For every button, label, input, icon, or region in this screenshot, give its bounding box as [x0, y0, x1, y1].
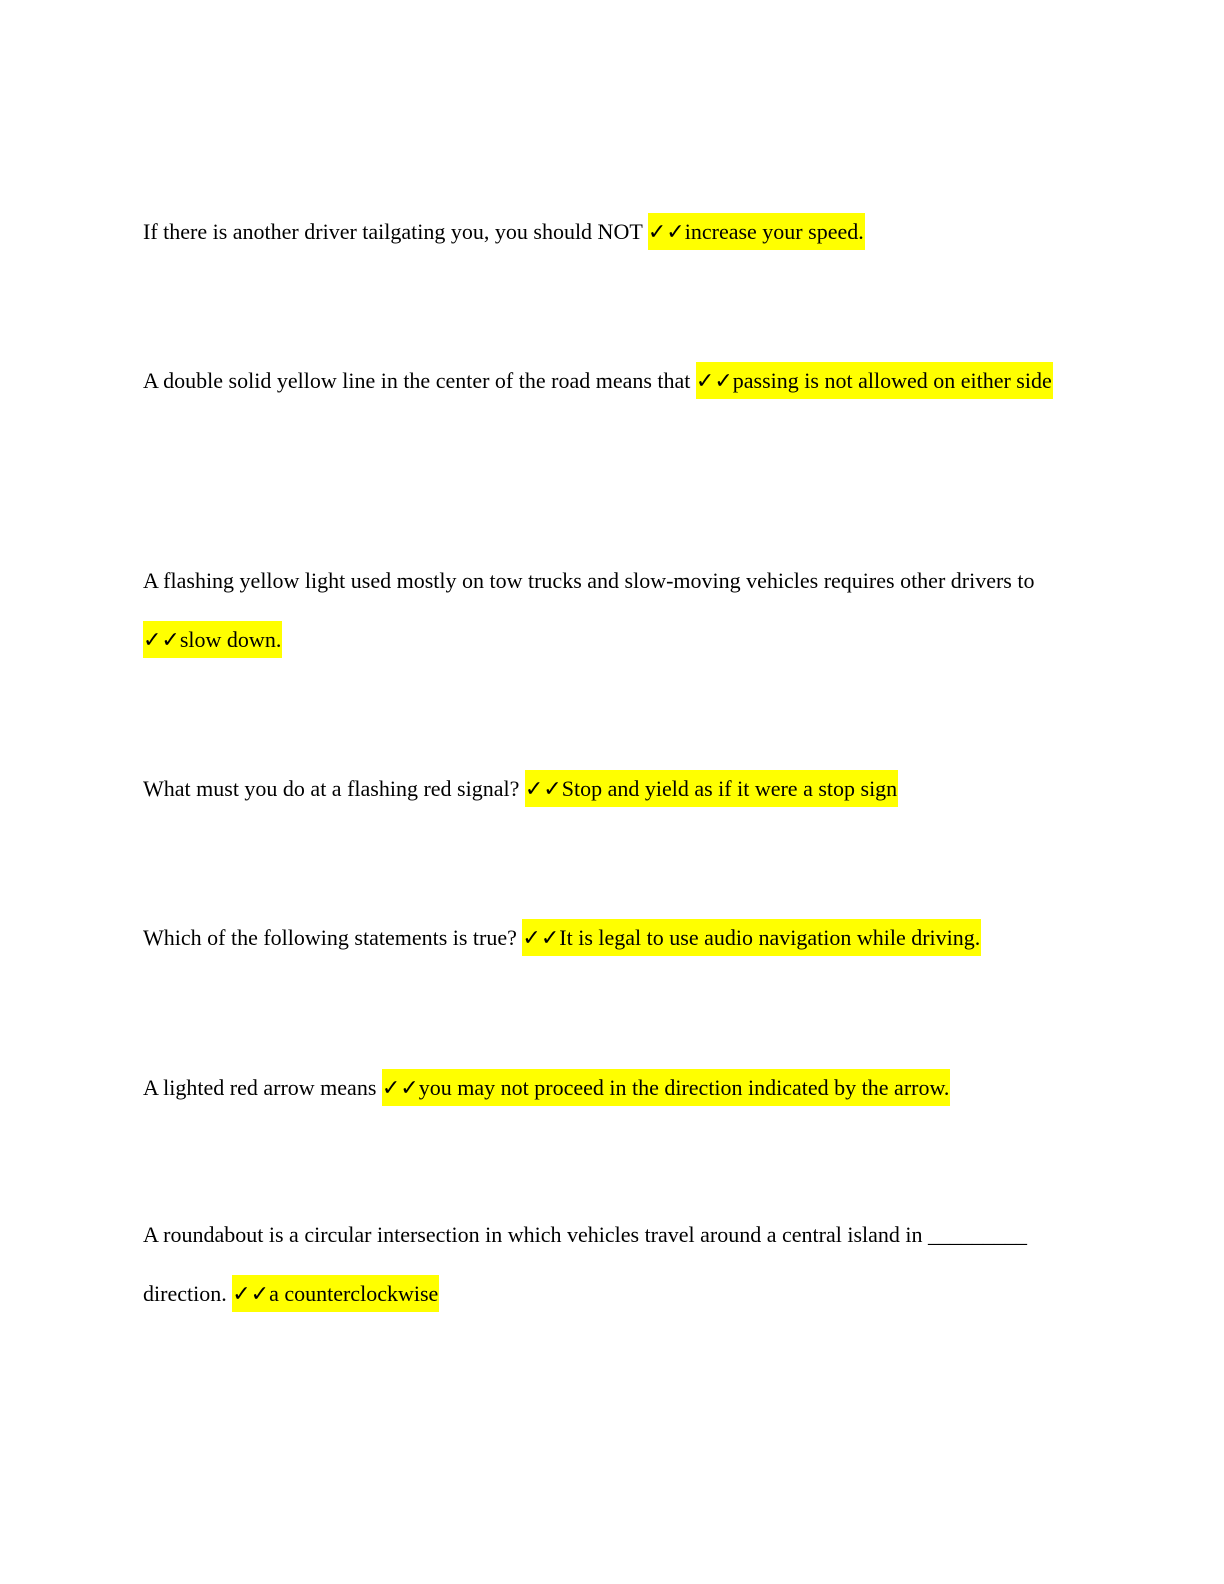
highlighted-answer — [232, 1275, 439, 1312]
double-check-icon: ✓✓ — [232, 1282, 270, 1307]
double-check-icon: ✓✓ — [381, 1076, 419, 1101]
highlighted-answer — [522, 919, 981, 956]
answer-text: you may not proceed in the direction indicated by the arrow. — [418, 1075, 950, 1100]
double-check-icon: ✓✓ — [522, 926, 560, 951]
double-check-icon: ✓✓ — [695, 369, 733, 394]
qa-item — [143, 759, 1083, 819]
qa-item — [143, 1058, 1083, 1118]
highlighted-answer — [143, 621, 282, 658]
highlighted-answer — [382, 1069, 951, 1106]
answer-text: passing is not allowed on either side — [732, 368, 1052, 393]
qa-item — [143, 351, 1083, 411]
double-check-icon: ✓✓ — [143, 628, 180, 653]
highlighted-answer — [648, 213, 865, 250]
answer-text: slow down. — [179, 627, 282, 652]
question-text: A lighted red arrow means — [143, 1075, 382, 1100]
highlighted-answer — [525, 770, 898, 807]
question-text: Which of the following statements is true? — [143, 925, 523, 950]
highlighted-answer — [696, 362, 1053, 399]
answer-text: It is legal to use audio navigation while driving. — [559, 925, 981, 950]
question-text: What must you do at a flashing red signal? — [143, 776, 525, 801]
question-text: A double solid yellow line in the center of the road means that — [143, 368, 696, 393]
question-text: A flashing yellow light used mostly on tow trucks and slow-moving vehicles requires other drivers to — [143, 568, 1035, 593]
qa-item — [143, 202, 1083, 262]
answer-text: increase your speed. — [684, 219, 864, 244]
question-text: If there is another driver tailgating you, you should NOT — [143, 219, 648, 244]
double-check-icon: ✓✓ — [647, 220, 685, 245]
answer-text: a counterclockwise — [269, 1281, 439, 1306]
qa-item — [143, 1205, 1083, 1324]
answer-text: Stop and yield as if it were a stop sign — [561, 776, 898, 801]
question-text: A roundabout is a circular intersection in which vehicles travel around a central island in _________ direction. — [143, 1222, 1028, 1306]
qa-item — [143, 908, 1083, 968]
double-check-icon: ✓✓ — [524, 777, 562, 802]
qa-item — [143, 551, 1083, 670]
